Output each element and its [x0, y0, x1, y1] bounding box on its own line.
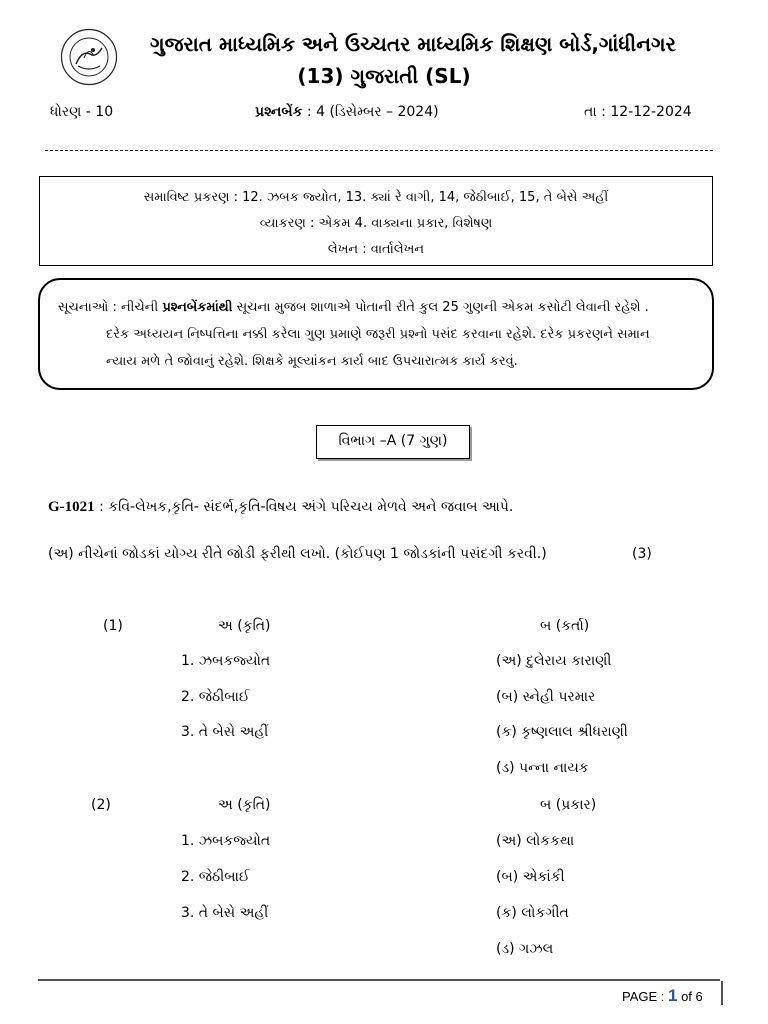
question-bank-number: : 4 (ડિસેમ્બર – 2024) [302, 104, 439, 120]
match-a-item: 1. ઝબકજ્યોત [181, 653, 271, 669]
footer-rule [38, 979, 720, 981]
dashed-divider [45, 150, 713, 151]
match-b-item: (બ) એકાંકી [496, 869, 565, 885]
question-bank-info [255, 104, 439, 120]
match-b-item: (બ) સ્નેહી પરમાર [496, 689, 596, 705]
board-name: ગુજરાત માધ્યમિક અને ઉચ્ચતર માધ્યમિક શિક્ષણ બોર્ડ,ગાંધીનગર [150, 32, 676, 56]
question-marks: (3) [632, 546, 652, 562]
match-col-b-heading: બ (કર્તા) [540, 618, 590, 634]
topics-grammar: વ્યાકરણ : એકમ 4. વાક્યના પ્રકાર, વિશેષણ [259, 216, 493, 231]
match-col-a-heading: અ (કૃતિ) [218, 797, 271, 813]
match-a-item: 2. જેઠીબાઈ [181, 869, 250, 885]
match-set-number: (1) [103, 618, 123, 634]
instructions-line-1-rest: સૂચના મુજબ શાળાએ પોતાની રીતે કુલ 25 ગુણની એકમ કસોટી લેવાની રહેશે . [232, 300, 649, 315]
instructions-bold-term: પ્રશ્નબેંકમાંથી [162, 300, 233, 315]
instructions-line-3: ન્યાય મળે તે જોવાનું રહેશે. શિક્ષકે મૂલ્યાંકન કાર્ય બાદ ઉપચારાત્મક કાર્ય કરવું. [106, 354, 518, 369]
section-heading: વિભાગ –A (7 ગુણ) [316, 425, 470, 459]
topics-writing: લેખન : વાર્તાલેખન [327, 242, 425, 257]
match-a-item: 1. ઝબકજ્યોત [181, 833, 271, 849]
topics-box [39, 176, 713, 266]
question-heading [48, 499, 513, 516]
page-number: 1 [668, 986, 678, 1005]
match-col-a-heading: અ (કૃતિ) [218, 618, 271, 634]
question-bank-label: પ્રશ્નબેંક [255, 104, 303, 120]
match-b-item: (ક) લોકગીત [496, 905, 569, 921]
match-a-item: 3. તે બેસે અહીં [181, 905, 269, 921]
match-b-item: (અ) લોકકથા [496, 833, 575, 849]
match-b-item: (ડ) ગઝલ [496, 941, 554, 957]
match-col-b-heading: બ (પ્રકાર) [540, 797, 597, 813]
standard-label: ધોરણ - 10 [50, 104, 114, 120]
match-b-item: (ડ) પન્ના નાયક [496, 760, 589, 776]
subject-title: (13) ગુજરાતી (SL) [297, 64, 471, 88]
topics-chapters: સમાવિષ્ટ પ્રકરણ : 12. ઝબક જ્યોત, 13. ક્યાં રે વાગી, 14, જેઠીબાઈ, 15, તે બેસે અહીં [143, 190, 609, 205]
match-set-number: (2) [91, 797, 111, 813]
match-b-item: (ક) કૃષ્ણલાલ શ્રીધરાણી [496, 724, 628, 740]
page-indicator [622, 986, 703, 1006]
match-b-item: (અ) દુલેરાય કારાણી [496, 653, 612, 669]
question-text: : કવિ-લેખક,કૃતિ- સંદર્ભ,કૃતિ-વિષય અંગે પરિચય મેળવે અને જવાબ આપે. [94, 499, 514, 515]
instructions-line-1 [58, 294, 696, 321]
exam-date: તા : 12-12-2024 [584, 104, 692, 120]
question-code: G-1021 [48, 499, 95, 515]
match-a-item: 3. તે બેસે અહીં [181, 724, 269, 740]
page-label: PAGE : [622, 989, 668, 1004]
instructions-prefix: સૂચનાઓ : નીચેની [58, 300, 163, 315]
instructions-line-2: દરેક અધ્યયન નિષ્પત્તિના નક્કી કરેલા ગુણ પ્રમાણે જરૂરી પ્રશ્નો પસંદ કરવાના રહેશે. દરેક પ્રકરણને સમાન [106, 327, 650, 342]
instructions-box [38, 278, 714, 390]
question-sub-instruction: (અ) નીચેનાં જોડકાં યોગ્ય રીતે જોડી ફરીથી લખો. (કોઈપણ 1 જોડકાંની પસંદગી કરવી.) [48, 546, 547, 562]
footer-vertical-bar [721, 981, 723, 1005]
match-a-item: 2. જેઠીબાઈ [181, 689, 250, 705]
page-total: of 6 [677, 989, 703, 1004]
